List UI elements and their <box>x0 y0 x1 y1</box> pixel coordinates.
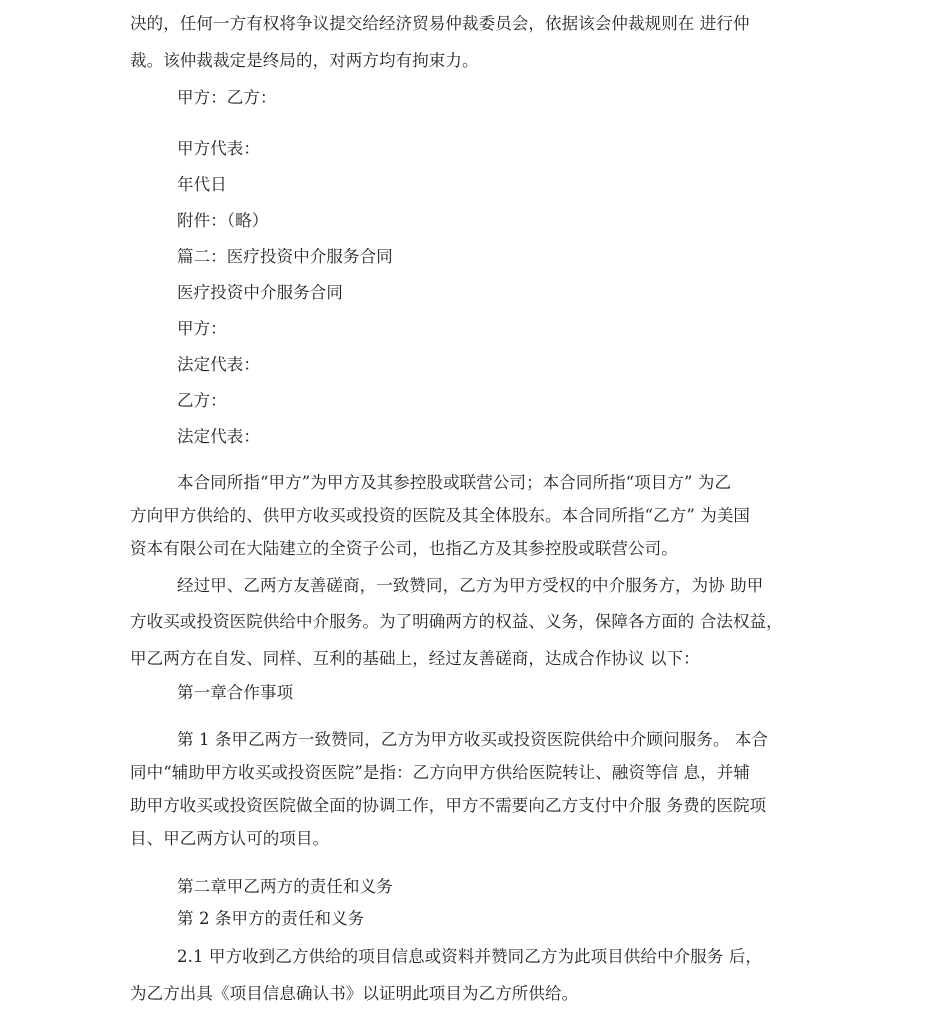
section-heading: 篇二：医疗投资中介服务合同 <box>177 247 393 266</box>
text-line: 乙方： <box>177 391 227 410</box>
text-line: 甲方：乙方： <box>177 88 277 107</box>
text-line: 甲方代表： <box>177 139 260 158</box>
text-line: 本合同所指“甲方”为甲方及其参控股或联营公司；本合同所指“项目方” 为乙 <box>177 473 732 492</box>
text-line: 附件：（略） <box>177 211 269 230</box>
article-heading: 第 2 条甲方的责任和义务 <box>177 909 365 928</box>
text-line: 裁。该仲裁裁定是终局的，对两方均有拘束力。 <box>130 51 479 70</box>
text-line: 为乙方出具《项目信息确认书》以证明此项目为乙方所供给。 <box>130 984 579 1003</box>
chapter-heading: 第二章甲乙两方的责任和义务 <box>177 877 393 896</box>
chapter-heading: 第一章合作事项 <box>177 683 294 702</box>
text-line: 方向甲方供给的、供甲方收买或投资的医院及其全体股东。本合同所指“乙方” 为美国 <box>130 506 751 525</box>
document-title: 医疗投资中介服务合同 <box>177 283 343 302</box>
text-line: 年代日 <box>177 175 227 194</box>
text-line: 方收买或投资医院供给中介服务。为了明确两方的权益、义务，保障各方面的 合法权益， <box>130 612 783 631</box>
text-line: 资本有限公司在大陆建立的全资子公司，也指乙方及其参控股或联营公司。 <box>130 539 678 558</box>
text-line: 甲方： <box>177 319 227 338</box>
text-line: 决的，任何一方有权将争议提交给经济贸易仲裁委员会，依据该会仲裁规则在 进行仲 <box>130 14 750 33</box>
text-line: 甲乙两方在自发、同样、互利的基础上，经过友善磋商，达成合作协议 以下： <box>130 649 700 668</box>
text-line: 同中“辅助甲方收买或投资医院”是指：乙方向甲方供给医院转让、融资等信 息，并辅 <box>130 763 751 782</box>
text-line: 助甲方收买或投资医院做全面的协调工作，甲方不需要向乙方支付中介服 务费的医院项 <box>130 796 767 815</box>
text-line: 目、甲乙两方认可的项目。 <box>130 829 330 848</box>
text-line: 第 1 条甲乙两方一致赞同，乙方为甲方收买或投资医院供给中介顾问服务。 本合 <box>177 730 769 749</box>
text-line: 法定代表： <box>177 355 260 374</box>
text-line: 法定代表： <box>177 427 260 446</box>
text-line: 经过甲、乙两方友善磋商，一致赞同，乙方为甲方受权的中介服务方，为协 助甲 <box>177 576 764 595</box>
text-line: 2.1 甲方收到乙方供给的项目信息或资料并赞同乙方为此项目供给中介服务 后， <box>177 947 763 966</box>
